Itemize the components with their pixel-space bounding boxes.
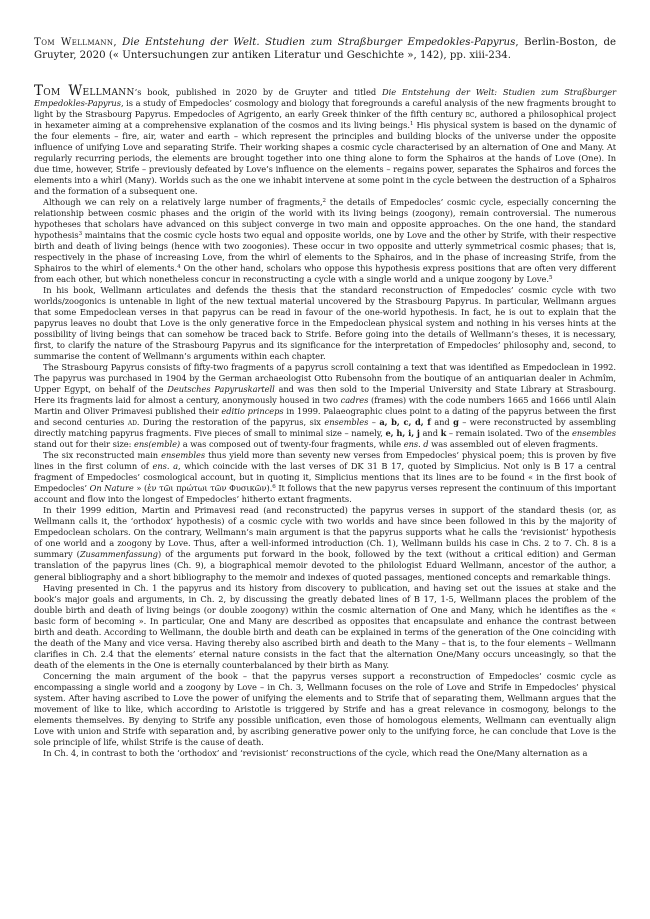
heading-publication: , Berlin-Boston, de Gruyter, 2020 (« Untersuchungen zur antiken Literatur und Geschichte », 142), pp. xiii-234. [34, 37, 617, 62]
heading-author: Tom Wellmann [34, 37, 114, 48]
paragraph-9: In Ch. 4, in contrast to both the ‘orthodox’ and ‘revisionist’ reconstructions of the cycle, which read the One/Many alternation as a [43, 747, 588, 758]
paragraph-4: The Strasbourg Papyrus consists of fifty-two fragments of a papyrus scroll containing a text that was identified as Empedoclean in 1992. The papyrus was purchased in 1904 by the German archaeologist Otto Rubensohn from the boutique of an antiquarian dealer in Achmîm, Upper Egypt, on behalf of the Deutsches Papyruskartell and was then sold to the Imperial University and State Library at Strasbourg. Here its fragments laid for almost a century, anonymously housed in two cadres (frames) with the code numbers 1665 and 1666 until Alain Martin and Oliver Primavesi published their editio princeps in 1999. Palaeographic clues point to a dating of the papyrus between the first and second centuries ad. During the restoration of the papyrus, six ensembles – a, b, c, d, f and g – were reconstructed by assembling directly matching papyrus fragments. Five pieces of small to minimal size – namely, e, h, i, j and k – remain isolated. Two of the ensembles stand out for their size: ens(emble) a was composed out of twenty-four fragments, while ens. d was assembled out of eleven fragments. [34, 362, 617, 450]
paragraph-1: Tom Wellmann’s book, published in 2020 by de Gruyter and titled Die Entstehung der Welt: Studien zum Straßburger Empedokles-Papyrus, is a study of Empedocles’ cosmology and biology that foregrounds a careful analysis of the new fragments brought to light by the Strasbourg Papyrus. Empedocles of Agrigento, an early Greek thinker of the fifth century bc, authored a philosophical project in hexameter aiming at a comprehensive explanation of the cosmos and its living beings.$^1$ His physical system is based on the dynamic of the four elements – fire, air, water and earth – which represent the principles and building blocks of the universe under the opposite influence of unifying Love and separating Strife. Their working shapes a cosmic cycle characterised by an alternation of One and Many. At regularly recurring periods, the elements are brought together into one thing alone to form the Sphairos at the hands of Love (One). In due time, however, Strife – previously defeated by Love’s influence on the elements – regains power, separates the Sphairos and forces the elements into a whirl (Many). Worlds such as the one we inhabit intervene at some point in the cycle between the destruction of a Sphairos and the formation of a subsequent one. [34, 82, 616, 196]
heading-book-title: Die Entstehung der Welt. Studien zum Straßburger Empedokles-Papyrus [122, 37, 516, 48]
footnote-ref-6: 6 [272, 484, 276, 491]
opening-author: Tom Wellmann [34, 82, 135, 99]
paragraph-3: In his book, Wellmann articulates and defends the thesis that the standard reconstruction of Empedocles’ cosmic cycle with two worlds/zoogonics is untenable in light of the new textual material uncovered by the Strasbourg Papyrus. In particular, Wellmann argues that some Empedoclean verses in that papyrus can be read in favour of the one-world hypothesis. In fact, he is out to explain that the papyrus leaves no doubt that Love is the only generative force in the Empedoclean physical system and nothing in his verses hints at the possibility of living beings that can somehow be traced back to Strife. Before going into the details of Wellmann’s theses, it is necessary, first, to clarify the nature of the Strasbourg Papyrus and its significance for the interpretation of Empedocles’ philosophy and, second, to summarise the content of Wellmann’s arguments within each chapter. [34, 285, 616, 362]
footnote-ref-2: 2 [322, 197, 326, 204]
review-body [34, 82, 617, 759]
footnote-ref-4: 4 [177, 264, 181, 271]
paragraph-8: Concerning the main argument of the book – that the papyrus verses support a reconstruction of Empedocles’ cosmic cycle as encompassing a single world and a zoogony by Love – in Ch. 3, Wellmann focuses on the role of Love and Strife in Empedocles’ physical system. After having ascribed to Love the power of unifying the elements and to Strife that of separating them, Wellmann argues that the movement of like to like, which according to Aristotle is triggered by Strife and has a great relevance in cosmogony, belongs to the elements themselves. By denying to Strife any possible unification, even those of homologous elements, Wellmann can eventually align Love with union and Strife with separation and, by ascribing generative power only to the unifying force, he can conclude that Love is the sole principle of life, whilst Strife is the cause of death. [34, 670, 616, 747]
paragraph-2: Although we can rely on a relatively large number of fragments,$^2$ the details of Empedocles’ cosmic cycle, especially concerning the relationship between cosmic phases and the origin of the world with its living beings (zoogony), remain controversial. The numerous hypotheses that scholars have advanced on this subject converge in two main and opposite approaches. On the one hand, the standard hypothesis$^3$ maintains that the cosmic cycle hosts two equal and opposite worlds, one by Love and the other by Strife, with their respective birth and death of living beings (hence with two zoogonies). These occur in two opposite and utterly symmetrical cosmic phases; that is, respectively in the phase of increasing Love, from the whirl of elements to the Sphairos, and in the phase of increasing Strife, from the Sphairos to the whirl of elements.$^4$ On the other hand, scholars who oppose this hypothesis express positions that are often very different from each other, but which nonetheless concur in reconstructing a cycle with a single world and a unique zoogony by Love.$^5$ [34, 196, 617, 285]
footnote-ref-1: 1 [409, 120, 414, 127]
footnote-ref-5: 5 [548, 275, 553, 282]
review-heading: Tom Wellmann, Die Entstehung der Welt. Studien zum Straßburger Empedokles-Papyrus, Berlin-Boston, de Gruyter, 2020 (« Untersuchungen zur antiken Literatur und Geschichte », 142), pp. xiii-234. [34, 37, 617, 62]
paragraph-7: Having presented in Ch. 1 the papyrus and its history from discovery to publication, and having set out the issues at stake and the book’s major goals and arguments, in Ch. 2, by discussing the greatly debated lines of B 17, 1-5, Wellmann places the problem of the double birth and death of living beings (or double zoogony) within the cosmic alternation of One and Many, which he identifies as the « basic form of becoming ». In particular, One and Many are described as opposites that encapsulate and enhance the contrast between birth and death. According to Wellmann, the double birth and death can be explained in terms of the generation of the One coinciding with the death of the Many and vice versa. Having thereby also ascribed birth and death to the Many – that is, to the four elements – Wellmann clarifies in Ch. 2.4 that the elements’ eternal nature consists in the fact that the alternation One/Many occurs unceasingly, so that the death of the elements in the One is eternally counterbalanced by their birth as Many. [34, 582, 616, 670]
paragraph-6: In their 1999 edition, Martin and Primavesi read (and reconstructed) the papyrus verses in support of the standard thesis (or, as Wellmann calls it, the ‘orthodox’ hypothesis) of a cosmic cycle with two worlds and have since been followed in this by the majority of Empedoclean scholars. On the contrary, Wellmann’s main argument is that the papyrus supports what he calls the ‘revisionist’ hypothesis of one world and a zoogony by Love. Thus, after a well-informed introduction (Ch. 1), Wellmann builds his case in Chs. 2 to 7. Ch. 8 is a summary (Zusammenfassung) of the arguments put forward in the book, followed by the text (without a critical edition) and German translation of the papyrus lines (Ch. 9), a biographical memoir devoted to the philologist Eduard Wellmann, ancestor of the author, a general bibliography and a short bibliography to the memoir and indexes of quoted passages, mentioned concepts and remarkable things. [34, 505, 616, 582]
footnote-ref-3: 3 [78, 231, 83, 238]
paragraph-5: The six reconstructed main ensembles thus yield more than seventy new verses from Empedocles’ physical poem; this is proven by five lines in the first column of ens. a, which coincide with the last verses of DK 31 B 17, quoted by Simplicius. Not only is B 17 a central fragment of Empedocles’ cosmological account, but in quoting it, Simplicius mentions that its lines are to be found « in the first book of Empedocles’ On Nature » (ἐν τῶι πρώτωι τῶν Φυσικῶν).$^6$ It follows that the new papyrus verses represent the continuum of this important account and flow into the longest of Empedocles’ hitherto extant fragments. [34, 450, 616, 505]
